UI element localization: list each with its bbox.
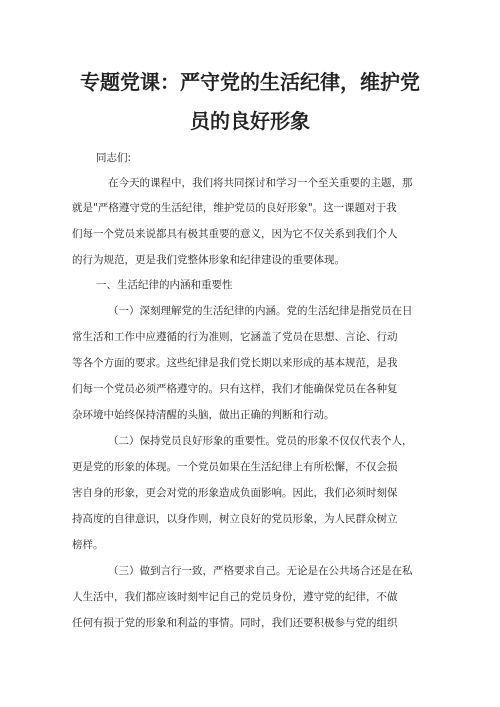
subsection-1-line: 杂环境中始终保持清醒的头脑，做出正确的判断和行动。 <box>72 409 335 421</box>
intro-paragraph-line: 的行为规范，更是我们党整体形象和纪律建设的重要体现。 <box>72 254 345 266</box>
subsection-1-line: 等各个方面的要求。这些纪律是我们党长期以来形成的基本规范，是我 <box>72 357 398 369</box>
subsection-2-line: （二）保持党员良好形象的重要性。党员的形象不仅仅代表个人， <box>108 435 413 447</box>
document-title-line-2: 员的良好形象 <box>190 109 310 133</box>
section-heading: 一、生活纪律的内涵和重要性 <box>96 279 233 291</box>
subsection-3-line: 任何有损于党的形象和利益的事情。同时，我们还要积极参与党的组织 <box>72 617 398 629</box>
document-title-line-1: 专题党课：严守党的生活纪律，维护党 <box>80 70 420 94</box>
subsection-2-line: 更是党的形象的体现。一个党员如果在生活纪律上有所松懈，不仅会损 <box>72 461 398 473</box>
subsection-1-line: （一）深刻理解党的生活纪律的内涵。党的生活纪律是指党员在日 <box>108 305 413 317</box>
subsection-3-line: 人生活中，我们都应该时刻牢记自己的党员身份，遵守党的纪律，不做 <box>72 591 398 603</box>
subsection-2-line: 害自身的形象，更会对党的形象造成负面影响。因此，我们必须时刻保 <box>72 487 398 499</box>
subsection-3-line: （三）做到言行一致，严格要求自己。无论是在公共场合还是在私 <box>108 565 413 577</box>
intro-paragraph-line: 们每一个党员来说都具有极其重要的意义，因为它不仅关系到我们个人 <box>72 228 398 240</box>
intro-paragraph-line: 在今天的课程中，我们将共同探讨和学习一个至关重要的主题，那 <box>108 177 413 189</box>
subsection-1-line: 常生活和工作中应遵循的行为准则，它涵盖了党员在思想、言论、行动 <box>72 331 398 343</box>
subsection-2-line: 榜样。 <box>72 539 104 551</box>
subsection-1-line: 们每一个党员必须严格遵守的。只有这样，我们才能确保党员在各种复 <box>72 383 398 395</box>
intro-paragraph-line: 就是"严格遵守党的生活纪律，维护党员的良好形象"。这一课题对于我 <box>72 202 397 214</box>
greeting: 同志们: <box>96 152 132 164</box>
subsection-2-line: 持高度的自律意识，以身作则，树立良好的党员形象，为人民群众树立 <box>72 513 398 525</box>
